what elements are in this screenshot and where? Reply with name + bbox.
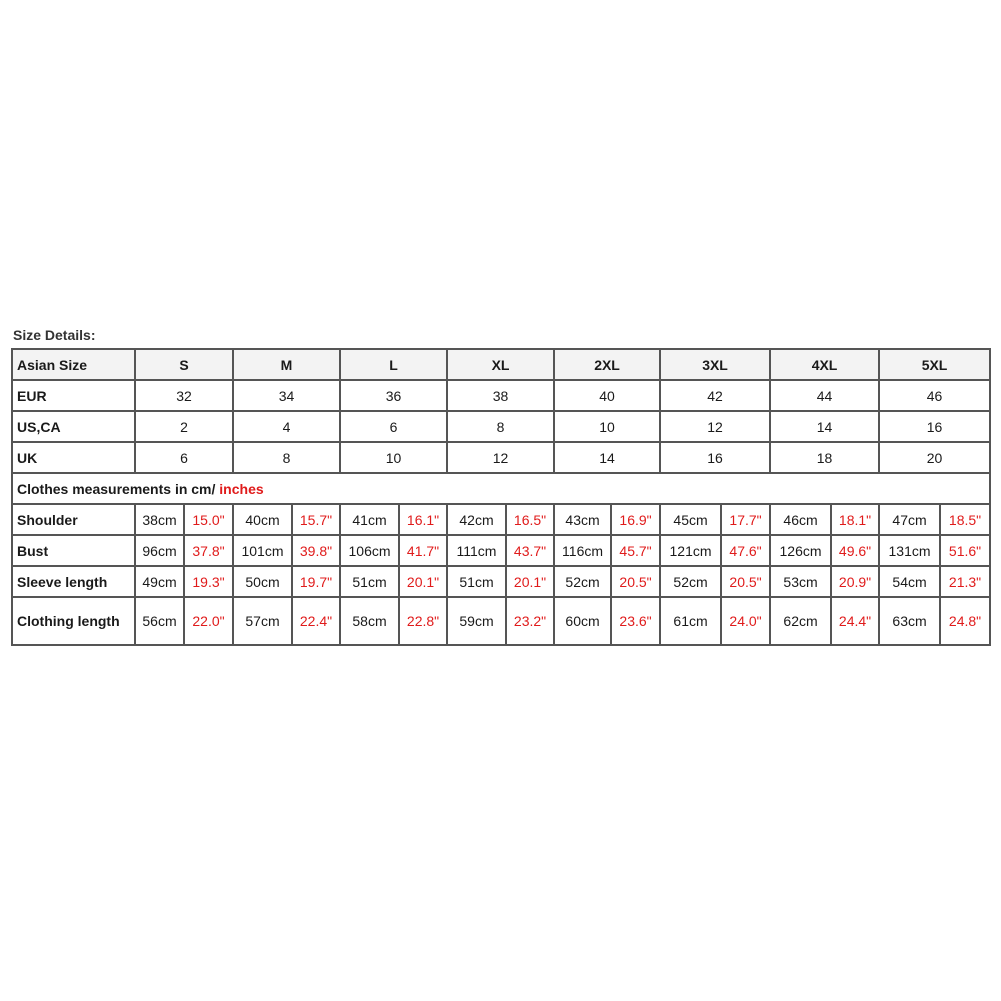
row-label: EUR — [12, 380, 135, 411]
measurement-row — [12, 597, 990, 645]
measurement-row — [12, 504, 990, 535]
inch-cell: 49.6" — [831, 535, 879, 566]
conversion-cell: 14 — [554, 442, 660, 473]
cm-cell: 61cm — [660, 597, 721, 645]
conversion-cell: 42 — [660, 380, 770, 411]
cm-cell: 42cm — [447, 504, 506, 535]
conversion-cell: 6 — [340, 411, 447, 442]
inch-cell: 20.9" — [831, 566, 879, 597]
cm-cell: 63cm — [879, 597, 940, 645]
inch-cell: 24.0" — [721, 597, 770, 645]
row-label: US,CA — [12, 411, 135, 442]
conversion-cell: 46 — [879, 380, 990, 411]
row-label: Shoulder — [12, 504, 135, 535]
cm-cell: 52cm — [554, 566, 611, 597]
inch-cell: 21.3" — [940, 566, 990, 597]
conversion-cell: 14 — [770, 411, 879, 442]
inch-cell: 16.9" — [611, 504, 660, 535]
conversion-cell: 32 — [135, 380, 233, 411]
row-label: Sleeve length — [12, 566, 135, 597]
conversion-cell: 36 — [340, 380, 447, 411]
section-highlight: inches — [219, 480, 264, 497]
page-title: Size Details: — [13, 327, 96, 343]
inch-cell: 15.7" — [292, 504, 340, 535]
inch-cell: 18.5" — [940, 504, 990, 535]
row-label: UK — [12, 442, 135, 473]
cm-cell: 121cm — [660, 535, 721, 566]
section-heading — [12, 473, 990, 504]
conversion-cell: 34 — [233, 380, 340, 411]
conversion-cell: 20 — [879, 442, 990, 473]
inch-cell: 18.1" — [831, 504, 879, 535]
cm-cell: 101cm — [233, 535, 292, 566]
cm-cell: 57cm — [233, 597, 292, 645]
conversion-cell: 12 — [447, 442, 554, 473]
conversion-row — [12, 411, 990, 442]
conversion-row — [12, 442, 990, 473]
size-header-cell: XL — [447, 349, 554, 380]
section-row — [12, 473, 990, 504]
cm-cell: 106cm — [340, 535, 399, 566]
inch-cell: 22.8" — [399, 597, 447, 645]
conversion-cell: 16 — [879, 411, 990, 442]
row-label: Clothing length — [12, 597, 135, 645]
cm-cell: 43cm — [554, 504, 611, 535]
size-header-cell: 2XL — [554, 349, 660, 380]
inch-cell: 16.5" — [506, 504, 554, 535]
row-label: Bust — [12, 535, 135, 566]
conversion-cell: 18 — [770, 442, 879, 473]
inch-cell: 43.7" — [506, 535, 554, 566]
cm-cell: 116cm — [554, 535, 611, 566]
inch-cell: 22.4" — [292, 597, 340, 645]
measurement-row — [12, 566, 990, 597]
inch-cell: 20.5" — [611, 566, 660, 597]
cm-cell: 56cm — [135, 597, 184, 645]
size-header-cell: 3XL — [660, 349, 770, 380]
cm-cell: 60cm — [554, 597, 611, 645]
inch-cell: 47.6" — [721, 535, 770, 566]
cm-cell: 96cm — [135, 535, 184, 566]
cm-cell: 38cm — [135, 504, 184, 535]
size-header-cell: 4XL — [770, 349, 879, 380]
conversion-cell: 4 — [233, 411, 340, 442]
cm-cell: 53cm — [770, 566, 831, 597]
inch-cell: 19.7" — [292, 566, 340, 597]
cm-cell: 126cm — [770, 535, 831, 566]
size-header-cell: L — [340, 349, 447, 380]
cm-cell: 131cm — [879, 535, 940, 566]
cm-cell: 58cm — [340, 597, 399, 645]
cm-cell: 40cm — [233, 504, 292, 535]
conversion-cell: 38 — [447, 380, 554, 411]
measurement-row — [12, 535, 990, 566]
conversion-cell: 2 — [135, 411, 233, 442]
inch-cell: 20.5" — [721, 566, 770, 597]
inch-cell: 15.0" — [184, 504, 233, 535]
size-header-cell: S — [135, 349, 233, 380]
inch-cell: 24.4" — [831, 597, 879, 645]
conversion-cell: 12 — [660, 411, 770, 442]
inch-cell: 41.7" — [399, 535, 447, 566]
conversion-cell: 44 — [770, 380, 879, 411]
cm-cell: 46cm — [770, 504, 831, 535]
conversion-cell: 16 — [660, 442, 770, 473]
cm-cell: 47cm — [879, 504, 940, 535]
cm-cell: 50cm — [233, 566, 292, 597]
cm-cell: 52cm — [660, 566, 721, 597]
conversion-cell: 10 — [554, 411, 660, 442]
inch-cell: 20.1" — [506, 566, 554, 597]
conversion-cell: 40 — [554, 380, 660, 411]
cm-cell: 59cm — [447, 597, 506, 645]
inch-cell: 23.6" — [611, 597, 660, 645]
inch-cell: 19.3" — [184, 566, 233, 597]
inch-cell: 45.7" — [611, 535, 660, 566]
conversion-row — [12, 380, 990, 411]
cm-cell: 111cm — [447, 535, 506, 566]
cm-cell: 51cm — [447, 566, 506, 597]
cm-cell: 62cm — [770, 597, 831, 645]
size-table — [11, 348, 991, 646]
conversion-cell: 8 — [233, 442, 340, 473]
section-label: Clothes measurements in cm/ — [17, 480, 220, 497]
size-header-cell: 5XL — [879, 349, 990, 380]
cm-cell: 49cm — [135, 566, 184, 597]
inch-cell: 20.1" — [399, 566, 447, 597]
inch-cell: 16.1" — [399, 504, 447, 535]
inch-cell: 39.8" — [292, 535, 340, 566]
inch-cell: 22.0" — [184, 597, 233, 645]
inch-cell: 24.8" — [940, 597, 990, 645]
conversion-cell: 8 — [447, 411, 554, 442]
cm-cell: 41cm — [340, 504, 399, 535]
inch-cell: 37.8" — [184, 535, 233, 566]
row-label: Asian Size — [12, 349, 135, 380]
size-header-cell: M — [233, 349, 340, 380]
conversion-cell: 6 — [135, 442, 233, 473]
inch-cell: 51.6" — [940, 535, 990, 566]
cm-cell: 51cm — [340, 566, 399, 597]
inch-cell: 17.7" — [721, 504, 770, 535]
conversion-cell: 10 — [340, 442, 447, 473]
cm-cell: 54cm — [879, 566, 940, 597]
header-row — [12, 349, 990, 380]
inch-cell: 23.2" — [506, 597, 554, 645]
cm-cell: 45cm — [660, 504, 721, 535]
